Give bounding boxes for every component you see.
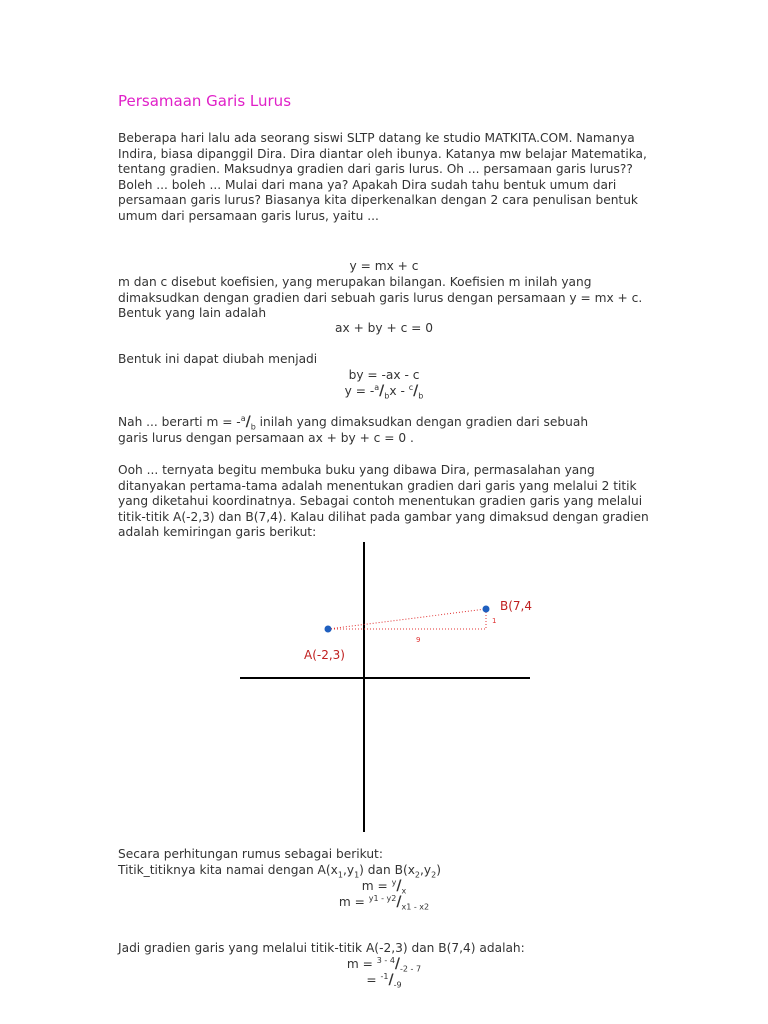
point-b — [483, 606, 490, 613]
equation-m-formula: $m = ^{y1 - y2}/_{x1 - x2}$ — [338, 893, 430, 912]
label-point-a: A(-2,3) — [304, 648, 345, 662]
gradient-definition-line1: Nah ... berarti $m = -^a/_b$ inilah yang dimaksudkan dengan gradien dari sebuah — [118, 413, 589, 432]
para7-mid3: ,y — [420, 863, 432, 877]
eq5-lhs: m = — [361, 879, 392, 893]
label-run: 9 — [416, 636, 421, 644]
equation-by: by = -ax - c — [348, 368, 420, 382]
para7-end: ) — [436, 863, 441, 877]
eq4-c: c — [408, 382, 414, 392]
eq8-lhs: = — [366, 973, 381, 987]
para7-mid1: ,y — [342, 863, 355, 877]
gradient-definition-line2: garis lurus dengan persamaan ax + by + c = 0 . — [118, 431, 414, 445]
equation-general-form: ax + by + c = 0 — [335, 321, 433, 335]
eq8-den: -9 — [393, 980, 402, 990]
eq7-num: 3 - 4 — [376, 955, 395, 965]
eq4-mid: x - — [389, 384, 409, 398]
eq4-b: b — [384, 391, 390, 401]
transform-paragraph: Bentuk ini dapat diubah menjadi — [118, 352, 318, 366]
eq6-den: x1 - x2 — [401, 902, 430, 912]
para7-s4: 2 — [431, 870, 437, 880]
eq4-b2: b — [418, 391, 424, 401]
para7-s2: 1 — [354, 870, 360, 880]
label-point-b: B(7,4 — [500, 599, 532, 613]
para7-s3: 2 — [414, 870, 421, 880]
eq7-lhs: m = — [346, 957, 377, 971]
eq4-a: a — [374, 382, 380, 392]
para4-post: inilah yang dimaksudkan dengan gradien dari sebuah — [255, 415, 589, 429]
para7-s1: 1 — [337, 870, 343, 880]
eq8-num: -1 — [380, 971, 389, 981]
intro-paragraph: Beberapa hari lalu ada seorang siswi SLTP datang ke studio MATKITA.COM. Namanya Indira, biasa dipanggil Dira. Dira diantar oleh ibunya. Katanya mw belajar Matematika, tentang gradien. Maksudnya gradien dari garis lurus. Oh ... persamaan garis lurus?? Boleh ... boleh ... Mulai dari mana ya? Apakah Dira sudah tahu bentuk umum dari persamaan garis lurus? Biasanya kita diperkenalkan dengan 2 cara penulisan bentuk umum dari persamaan garis lurus, yaitu ... — [118, 131, 647, 223]
segment-ab — [328, 609, 486, 629]
coefficient-paragraph: m dan c disebut koefisien, yang merupakan bilangan. Koefisien m inilah yang dimaksudkan dengan gradien dari sebuah garis lurus dengan persamaan y = mx + c. Bentuk yang lain adalah — [118, 275, 643, 321]
equation-slope-intercept: y = mx + c — [349, 259, 419, 273]
eq7-den: -2 - 7 — [400, 964, 422, 974]
eq5-num: y — [391, 877, 397, 887]
eq6-num: y1 - y2 — [368, 893, 397, 903]
para4-a: a — [240, 413, 246, 423]
para7-mid2: ) dan B(x — [359, 863, 415, 877]
equation-m-substituted: $m = ^{3 - 4}/_{-2 - 7}$ — [346, 955, 422, 974]
equation-y-general: $y = -^a/_bx - ^c/_b$ — [344, 382, 424, 401]
para4-pre: Nah ... berarti m = - — [118, 415, 241, 429]
calculation-intro: Secara perhitungan rumus sebagai berikut: — [118, 847, 383, 861]
point-a — [325, 626, 332, 633]
gradient-figure — [230, 538, 540, 838]
result-intro: Jadi gradien garis yang melalui titik-titik A(-2,3) dan B(7,4) adalah: — [118, 941, 525, 955]
two-points-paragraph: Ooh ... ternyata begitu membuka buku yang dibawa Dira, permasalahan yang ditanyakan pertama-tama adalah menentukan gradien dari garis yang melalui 2 titik yang diketahui koordinatnya. Sebagai contoh menentukan gradien garis yang melalui titik-titik A(-2,3) dan B(7,4). Kalau dilihat pada gambar yang dimaksud dengan gradien adalah kemiringan garis berikut: — [118, 463, 649, 540]
eq5-den: x — [401, 886, 407, 896]
label-rise: 1 — [492, 617, 497, 625]
eq4-lhs: y = - — [344, 384, 375, 398]
para4-b: b — [250, 422, 256, 432]
point-naming-line — [118, 863, 441, 879]
equation-m-simplified: = $^{-1}/_{-9}$ — [366, 971, 402, 990]
eq6-lhs: m = — [338, 895, 369, 909]
page-title: Persamaan Garis Lurus — [118, 92, 292, 110]
para7-pre: Titik_titiknya kita namai dengan A(x — [118, 863, 338, 877]
equation-m-ratio: $m = ^y/_x$ — [361, 877, 407, 896]
